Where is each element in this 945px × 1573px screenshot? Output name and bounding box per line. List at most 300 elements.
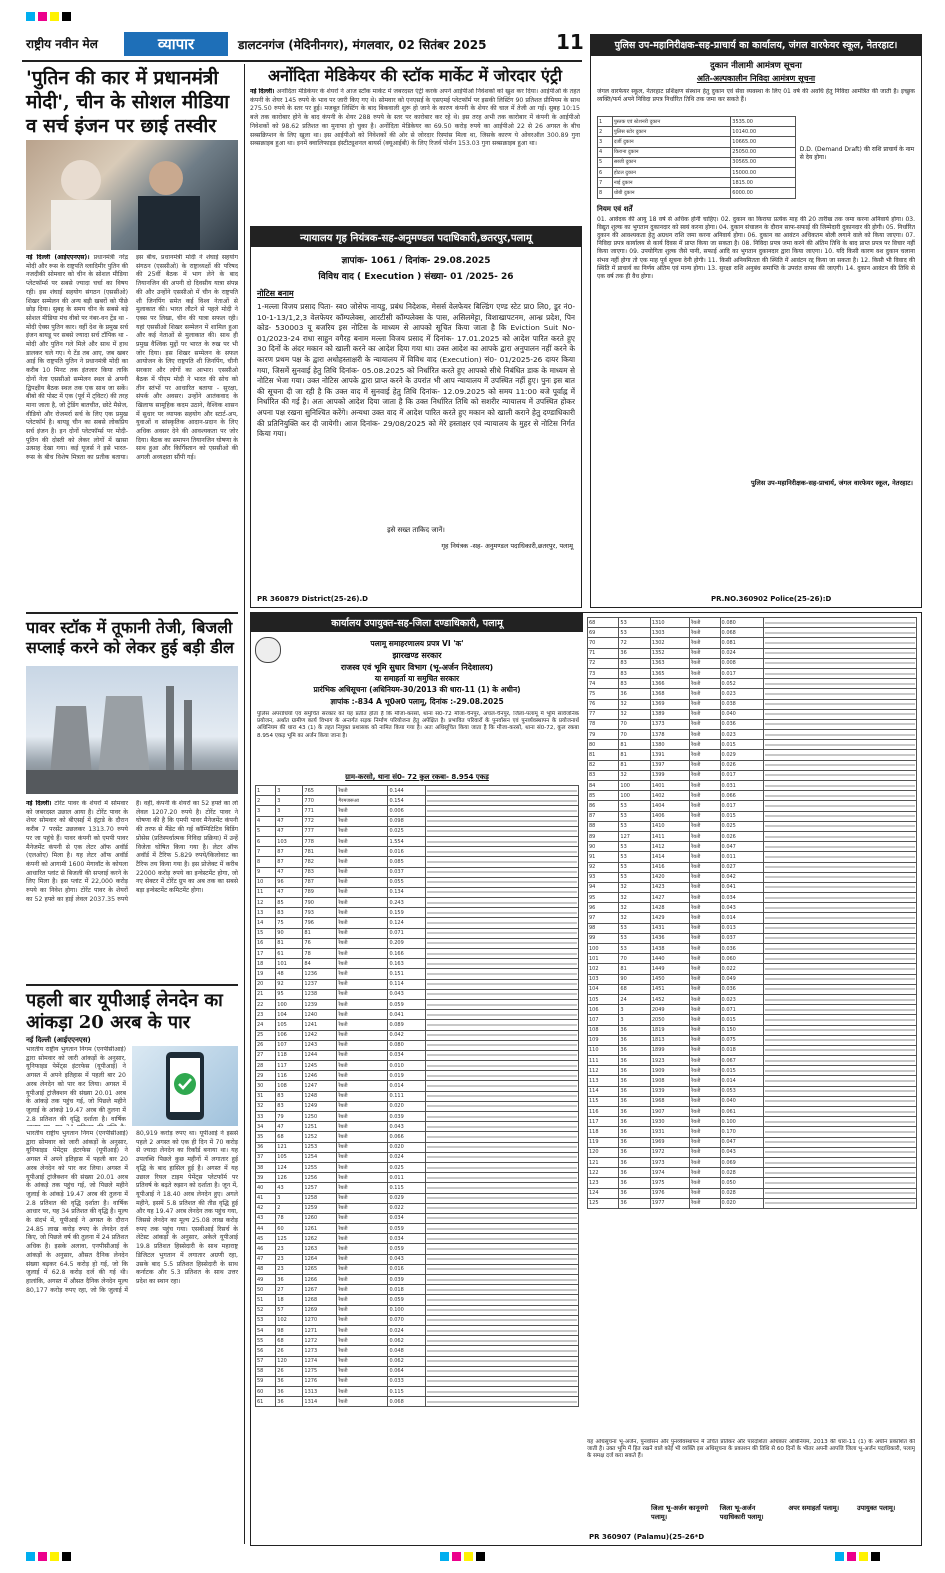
table-cell-owner (764, 862, 917, 872)
table-cell: 1974 (650, 1168, 689, 1178)
table-cell: 61 (276, 949, 303, 959)
table-cell: 36 (619, 1045, 650, 1055)
headline-upi: पहली बार यूपीआई लेनदेन का आंकड़ा 20 अरब के पार (26, 990, 223, 1033)
table-cell: 36 (619, 1066, 650, 1076)
table-cell: 58 (256, 1366, 276, 1376)
table-cell: 125 (276, 1234, 303, 1244)
table-cell: 48 (256, 1264, 276, 1274)
table-cell: 0.023 (720, 689, 763, 699)
table-cell: 17 (256, 949, 276, 959)
table-cell: 1401 (650, 781, 689, 791)
table-row (588, 801, 917, 811)
table-row (256, 1040, 579, 1050)
table-row (256, 1315, 579, 1325)
table-cell: 1240 (303, 1010, 337, 1020)
table-row (598, 167, 796, 177)
table-cell-owner (764, 750, 917, 760)
court-memo: ज्ञापांक- 1061 / दिनांक- 29.08.2025 (341, 256, 491, 266)
table-cell: 0.025 (388, 1162, 426, 1172)
table-cell: 36 (256, 1142, 276, 1152)
table-cell: रैयती (690, 1107, 720, 1117)
table-cell: 0.040 (720, 1096, 763, 1106)
table-cell: 36 (619, 1198, 650, 1208)
table-cell: 57 (256, 1356, 276, 1366)
table-cell: 83 (276, 908, 303, 918)
police-intro: जंगल वारफेयर स्कूल, नेतरहाट प्रशिक्षण संस्थान हेतु दुकान एवं सेवा व्यवस्था के लिए 01 वर्ष की अवधि हेतु निविदा आमंत्रित की जाती है। इच्छुक व्यक्ति/फर्म अपने निविदा प्रपत्र निर्धारित तिथि तक जमा कर सकते हैं। (597, 88, 915, 104)
table-cell: 36 (619, 648, 650, 658)
table-row (588, 638, 917, 648)
table-cell-owner (426, 857, 579, 867)
table-row (256, 918, 579, 928)
table-cell: 6000.00 (731, 188, 795, 198)
land-table-title: ग्राम-करसो, थाना सं0- 72 कुल रकबा- 8.954 एकड़ (345, 773, 489, 781)
table-cell: 37 (256, 1152, 276, 1162)
table-cell: 0.040 (720, 709, 763, 719)
table-cell-owner (764, 994, 917, 1004)
table-cell: 0.053 (720, 1086, 763, 1096)
table-row (256, 1030, 579, 1040)
table-cell-owner (426, 796, 579, 806)
table-cell: 3 (276, 806, 303, 816)
table-cell: 41 (256, 1193, 276, 1203)
table-cell: 1420 (650, 872, 689, 882)
table-cell: 78 (588, 719, 619, 729)
table-cell: 1431 (650, 923, 689, 933)
table-cell: 1416 (650, 862, 689, 872)
table-cell: 113 (588, 1076, 619, 1086)
table-cell: 1815.00 (731, 178, 795, 188)
table-cell: 87 (588, 811, 619, 821)
table-cell: 32 (619, 913, 650, 923)
table-row (588, 903, 917, 913)
table-cell-owner (426, 1173, 579, 1183)
table-cell: 83 (619, 658, 650, 668)
table-cell: रैयती (690, 1096, 720, 1106)
table-cell: 96 (276, 877, 303, 887)
table-row (256, 928, 579, 938)
table-cell: 36 (619, 1127, 650, 1137)
table-cell: 0.043 (388, 989, 426, 999)
table-cell: 0.100 (388, 1305, 426, 1315)
table-row (588, 689, 917, 699)
table-cell: रैयती (337, 1173, 388, 1183)
table-cell: रैयती (690, 658, 720, 668)
table-cell: 24 (619, 994, 650, 1004)
table-cell: 0.017 (720, 668, 763, 678)
table-cell: 778 (303, 836, 337, 846)
table-cell: रैयती (337, 1112, 388, 1122)
table-cell: 0.025 (720, 821, 763, 831)
photo-modi-putin-car (26, 140, 238, 250)
police-signature: पुलिस उप-महानिरीक्षक-सह-प्राचार्य, जंगल वारफेयर स्कूल, नेतरहाट। (751, 478, 913, 487)
table-cell: 45 (256, 1234, 276, 1244)
table-cell: रैयती (690, 730, 720, 740)
table-row (256, 1275, 579, 1285)
body-upi-intro: भारतीय राष्ट्रीय भुगतान निगम (एनपीसीआई) द्वारा सोमवार को जारी आंकड़ों के अनुसार, यूनिफाइड पेमेंट्स इंटरफेस (यूपीआई) ने अगस्त में अपने इतिहास में पहली बार 20 अरब लेनदेन को पार कर लिया। अगस्त में यूपीआई ट्रांजैक्शन की संख्या 20.01 अरब के आंकड़े तक पहुंच गई, जो पिछले महीने जुलाई के आंकड़े 19.47 अरब की तुलना में 2.8 प्रतिशत की वृद्धि दर्शाता है। वार्षिक (26, 1046, 126, 1123)
color-swatch (452, 1552, 461, 1561)
table-cell: रैयती (337, 1132, 388, 1142)
table-cell: 1368 (650, 689, 689, 699)
table-cell: रैयती (690, 903, 720, 913)
table-cell: 0.027 (720, 862, 763, 872)
table-cell: 1412 (650, 842, 689, 852)
table-cell: 1939 (650, 1086, 689, 1096)
table-cell: रैयती (690, 689, 720, 699)
table-cell: 73 (588, 668, 619, 678)
table-cell: 116 (588, 1107, 619, 1117)
table-cell: 0.159 (388, 908, 426, 918)
table-row (256, 1397, 579, 1407)
table-cell-owner (426, 1305, 579, 1315)
table-cell: 36 (619, 1157, 650, 1167)
table-cell-owner (764, 1178, 917, 1188)
table-cell: 103 (276, 836, 303, 846)
table-cell: 783 (303, 867, 337, 877)
table-cell: 53 (619, 628, 650, 638)
table-cell: रैयती (690, 944, 720, 954)
table-cell: 85 (276, 898, 303, 908)
table-cell-owner (426, 1376, 579, 1386)
table-cell: 0.062 (388, 1336, 426, 1346)
table-row (588, 1035, 917, 1045)
table-cell: 0.025 (388, 826, 426, 836)
table-cell: 49 (256, 1275, 276, 1285)
table-cell: 1909 (650, 1066, 689, 1076)
table-cell: 790 (303, 898, 337, 908)
table-row (256, 877, 579, 887)
table-cell: रैयती (337, 836, 388, 846)
table-row (588, 1147, 917, 1157)
table-row (598, 147, 796, 157)
table-cell: 1313 (303, 1387, 337, 1397)
table-cell-owner (426, 1061, 579, 1071)
table-cell: 3 (619, 1005, 650, 1015)
table-cell: 1976 (650, 1188, 689, 1198)
table-cell-owner (426, 979, 579, 989)
table-cell: 19 (256, 969, 276, 979)
table-cell: 47 (276, 816, 303, 826)
table-cell: 1251 (303, 1122, 337, 1132)
table-cell: 81 (619, 740, 650, 750)
table-cell: रैयती (337, 1264, 388, 1274)
table-cell: रैयती (690, 821, 720, 831)
table-cell: 0.115 (388, 1183, 426, 1193)
table-cell: 36 (619, 1188, 650, 1198)
page-number: 11 (556, 30, 584, 54)
table-cell: 1411 (650, 831, 689, 841)
table-cell: रैयती (337, 1254, 388, 1264)
table-cell: 0.034 (388, 1213, 426, 1223)
table-cell: 0.115 (388, 1387, 426, 1397)
table-cell: 70 (619, 730, 650, 740)
table-cell-owner (764, 1198, 917, 1208)
table-cell-owner (764, 1076, 917, 1086)
table-cell: 36 (619, 1137, 650, 1147)
table-cell-owner (764, 1066, 917, 1076)
table-cell: 106 (588, 1005, 619, 1015)
table-cell: 782 (303, 857, 337, 867)
table-cell: 112 (588, 1066, 619, 1076)
table-row (256, 1254, 579, 1264)
table-cell: 47 (276, 1122, 303, 1132)
table-cell: 0.011 (388, 1173, 426, 1183)
table-cell: 100 (276, 999, 303, 1009)
table-cell: 90 (619, 974, 650, 984)
table-cell: 55 (256, 1336, 276, 1346)
table-cell: रैयती (337, 1376, 388, 1386)
table-cell-owner (764, 628, 917, 638)
table-cell: 1923 (650, 1056, 689, 1066)
table-cell: 27 (256, 1050, 276, 1060)
table-cell: 53 (619, 862, 650, 872)
table-cell: 51 (256, 1295, 276, 1305)
table-cell: 1244 (303, 1050, 337, 1060)
table-cell: 1265 (303, 1264, 337, 1274)
table-cell: 44 (256, 1224, 276, 1234)
table-cell-owner (426, 1203, 579, 1213)
table-row (256, 938, 579, 948)
table-cell: रैयती (690, 668, 720, 678)
photo-power-plant (26, 666, 238, 794)
table-row (256, 1122, 579, 1132)
table-cell: रैयती (337, 1346, 388, 1356)
table-cell-owner (764, 1107, 917, 1117)
table-cell: रैयती (337, 887, 388, 897)
table-cell-owner (426, 918, 579, 928)
table-row (256, 826, 579, 836)
table-cell: रैयती (690, 882, 720, 892)
table-row (588, 1015, 917, 1025)
table-row (588, 1056, 917, 1066)
table-cell: 1977 (650, 1198, 689, 1208)
table-cell: 12 (256, 898, 276, 908)
table-cell: रैयती (690, 1045, 720, 1055)
table-cell: रैयती (337, 826, 388, 836)
headline-anondita: अनोंदिता मेडिकेयर की स्टॉक मार्केट में जोरदार एंट्री (267, 66, 563, 85)
table-row (256, 1244, 579, 1254)
body-putin: प्रधानमंत्री नरेंद्र मोदी और रूस के राष्ट्रपति व्लादिमीर पुतिन की नजदीकी सोमवार को चीन के सोशल मीडिया प्लेटफॉर्म्स पर सबसे ज्यादा चर्चा का विषय रही। इस शंघाई सहयोग संगठन (एससीओ) शिखर सम्मेलन की अन्य बड़ी खबरों को पीछे छोड़ दिया। सुबह के समय चीन के सबसे बड़े सोशल मीडिया मंच वीबो पर नंबर-वन ट्रेंड था - मोदी ऐक्स पुतिन कार। वहीं देश के प्रमुख सर्च इंजन बायडू पर सबसे ज्यादा सर्च टॉपिक था - मोदी और पुतिन गले मिले और साथ में हाथ डालकर चले गए। ये टेंड तब आए, जब खबर आई कि राष्ट्रपति पुतिन ने प्रधानमंत्री मोदी का करीब 10 मिनट तक इंतजार किया ताकि दोनों नेता एससीओ सम्मेलन स्थल से अपनी द्विपक्षीय बैठक स्थल तक एक साथ जा सकें। बीबो की पोस्ट में एक (पूर्व में ट्विटर) की तरह माना जाता है, जो ट्रेडिंग बातचीत, छोटे मैसेज, वीडियो और रोजमर्रा सर्च के लिए एक प्रमुख प्लेटफॉर्म है। बायडू चीन का सबसे लोकप्रिय सर्च इंजन है। इन दोनों प्लेटफॉर्म्स पर मोदी-पुतिन की दोस्ती को लेकर लोगों में खासा उत्साह देखा गया। कई यूजर्स ने इसे भारत-रूस के बीच विशेष मित्रता का प्रतीक बताया। इस बीच, प्रधानमंत्री मोदी ने शंघाई सहयोग संगठन (एससीओ) के राष्ट्राध्यक्षों की परिषद की 25वीं बैठक में भाग लेने के बाद तियानजिन की अपनी दो दिवसीय यात्रा संपन्न की और उन्होंने एससीओ में चीन के राष्ट्रपति शी जिनपिंग समेत कई विश्व नेताओं से मुलाकात की। भारत लौटने से पहले मोदी ने एक्स पर लिखा, चीन की यात्रा सफल रही। यहां एससीओ शिखर सम्मेलन में शामिल हुआ और कई नेताओं से मुलाकात की। साथ ही प्रमुख वैश्विक मुद्दों पर भारत के रुख पर भी जोर दिया। इस शिखर सम्मेलन के सफल आयोजन के लिए राष्ट्रपति शी जिनपिंग, चीनी सरकार और लोगों का आभार। एससीओ बैठक में पीएम मोदी ने भारत की सोच को तीन स्तंभों पर आधारित बताया - सुरक्षा, संपर्क और अवसर। उन्होंने आतंकवाद के खिलाफ सामूहिक कदम उठाने, वैश्विक शासन में सुधार पर व्यापक सहयोग और स्टार्ट-अप, युवाओं व सांस्कृतिक आदान-प्रदान के लिए अधिक अवसर देने की आवश्यकता पर जोर दिया। बैठक का समापन तियानजिन घोषणा के साथ हुआ और किर्गिस्तान को एससीओ की अगली अध्यक्षता सौंपी गई। (26, 254, 238, 462)
color-swatch (464, 1552, 473, 1561)
table-cell: 5 (598, 157, 613, 167)
table-cell: रैयती (337, 806, 388, 816)
table-cell: रैयती (337, 1203, 388, 1213)
table-cell-owner (426, 1234, 579, 1244)
table-cell: रैयती (690, 923, 720, 933)
table-cell: रैयती (337, 1213, 388, 1223)
table-cell: 83 (588, 770, 619, 780)
table-cell: 0.018 (388, 1285, 426, 1295)
table-cell-owner (426, 1010, 579, 1020)
table-cell: 0.055 (388, 877, 426, 887)
table-cell: रैयती (337, 1224, 388, 1234)
table-cell-owner (426, 969, 579, 979)
table-cell: रैयती (337, 1142, 388, 1152)
table-cell: 104 (588, 984, 619, 994)
table-cell-owner (426, 1030, 579, 1040)
table-cell-owner (764, 954, 917, 964)
table-cell: 1404 (650, 801, 689, 811)
table-cell-owner (764, 801, 917, 811)
table-cell: 83 (619, 679, 650, 689)
table-cell-owner (426, 1081, 579, 1091)
table-cell: 53 (619, 852, 650, 862)
table-cell: 0.042 (388, 1030, 426, 1040)
table-cell: 15000.00 (731, 167, 795, 177)
table-cell: 68 (619, 984, 650, 994)
table-row (588, 1096, 917, 1106)
table-cell: 1248 (303, 1091, 337, 1101)
table-cell: 60 (276, 1224, 303, 1234)
table-cell: रैयती (690, 618, 720, 628)
table-cell: 1238 (303, 989, 337, 999)
table-cell-owner (426, 1193, 579, 1203)
table-cell: 26 (276, 1346, 303, 1356)
table-cell-owner (764, 699, 917, 709)
table-cell: 1263 (303, 1244, 337, 1254)
table-cell: 42 (256, 1203, 276, 1213)
table-cell: रैयती (337, 867, 388, 877)
table-cell: 0.069 (720, 1157, 763, 1167)
police-terms-heading: नियम एवं शर्तें (597, 204, 633, 213)
table-row (588, 658, 917, 668)
table-cell: 0.039 (388, 1275, 426, 1285)
table-cell: 1907 (650, 1107, 689, 1117)
table-row (256, 1285, 579, 1295)
table-cell: रैयती (337, 786, 388, 796)
table-cell: 0.034 (388, 1234, 426, 1244)
table-cell: 29 (256, 1071, 276, 1081)
table-cell: 11 (256, 887, 276, 897)
table-cell: 14 (256, 918, 276, 928)
table-cell: 0.100 (720, 1117, 763, 1127)
table-cell-owner (764, 1096, 917, 1106)
land-table-right (587, 617, 917, 1209)
table-cell: 75 (588, 689, 619, 699)
table-cell-owner (764, 658, 917, 668)
table-cell-owner (764, 974, 917, 984)
color-swatch (38, 12, 47, 21)
table-cell: रैयती (690, 679, 720, 689)
table-cell: 0.034 (388, 1050, 426, 1060)
table-row (588, 668, 917, 678)
table-cell-owner (426, 1285, 579, 1295)
table-cell: रैयती (337, 898, 388, 908)
newspaper-brand: राष्ट्रीय नवीन मेल (26, 37, 98, 51)
table-cell: 98 (276, 1325, 303, 1335)
table-row (588, 760, 917, 770)
table-row (256, 999, 579, 1009)
table-cell: रैयती (337, 1275, 388, 1285)
table-cell: 120 (588, 1147, 619, 1157)
table-cell: 1 (598, 117, 613, 127)
table-cell: 104 (276, 1010, 303, 1020)
police-sub1: दुकान नीलामी आमंत्रण सूचना (710, 61, 802, 71)
table-cell: 0.014 (388, 1081, 426, 1091)
table-cell: 36 (619, 1147, 650, 1157)
table-cell: रैयती (690, 1066, 720, 1076)
table-cell: 118 (588, 1127, 619, 1137)
table-cell: रैयती (690, 770, 720, 780)
table-cell: 1268 (303, 1295, 337, 1305)
table-cell: 0.015 (720, 811, 763, 821)
table-cell: रैयती (690, 1127, 720, 1137)
table-row (256, 1376, 579, 1386)
table-cell: 56 (256, 1346, 276, 1356)
table-cell: 1414 (650, 852, 689, 862)
dateline-putin: नई दिल्ली (आईएएनएस)। (26, 254, 90, 261)
table-cell: रैयती (690, 933, 720, 943)
table-row (256, 1112, 579, 1122)
table-cell: 1271 (303, 1325, 337, 1335)
table-cell: 0.011 (720, 852, 763, 862)
table-cell-owner (426, 816, 579, 826)
table-cell-owner (426, 989, 579, 999)
table-row (256, 1101, 579, 1111)
table-cell: रैयती (337, 847, 388, 857)
table-cell: 76 (588, 699, 619, 709)
table-cell: 20 (256, 979, 276, 989)
table-cell: 1365 (650, 668, 689, 678)
table-cell: पुस्तक एवं स्टेशनरी दुकान (612, 117, 730, 127)
table-cell: 0.061 (720, 1107, 763, 1117)
table-cell-owner (426, 1366, 579, 1376)
table-row (588, 933, 917, 943)
table-row (588, 821, 917, 831)
table-cell: 0.029 (388, 1193, 426, 1203)
table-row (256, 887, 579, 897)
table-cell: 0.151 (388, 969, 426, 979)
table-cell: रैयती (690, 1188, 720, 1198)
table-row (256, 867, 579, 877)
table-cell-owner (426, 928, 579, 938)
table-cell-owner (764, 618, 917, 628)
color-strip-bottom (440, 1552, 485, 1561)
table-row (588, 730, 917, 740)
table-cell: 1973 (650, 1157, 689, 1167)
table-cell: 100 (619, 791, 650, 801)
body-power: टोरेंट पावर के शेयरों में सोमवार को जबरदस्त उछाल आया है। टोरेंट पावर के शेयर सोमवार को बीएसई में इंट्राडे के दौरान करीब 7 परसेंट उछलकर 1313.70 रुपये पर जा पहुंचे हैं। पावर कंपनी को एमपी पावर मैनेजमेंट कंपनी से एक लेटर ऑफ अवॉर्ड (एलओए) मिला है। यह लेटर ऑफ अवॉर्ड कंपनी को आगामी 1600 मेगावॉट के कोयला आधारित प्लांट से बिजली की सप्लाई करने के लिए मिला है। इस प्लांट में 22,000 करोड़ रुपये का निवेश होगा। टोरेंट पावर के शेयरों का 52 हफ्ते का हाई लेवल 2037.35 रुपये है। वहीं, कंपनी के शेयरों का 52 हफ्ते का लो लेवल 1207.20 रुपये है। टोरेंट पावर ने घोषणा की है कि एमपी पावर मैनेजमेंट कंपनी की तरफ से मैंडेट की गई कॉम्पिटिटिव बिडिंग प्रोसेस (प्रतिस्पर्धात्मक निविदा प्रक्रिया) में उन्हें विजेता घोषित किया गया है। लेटर ऑफ अवॉर्ड में टैरिफ 5.829 रुपये/किलोवाट का टैरिफ तय किया गया है। इस प्रोजेक्ट में करीब 22000 करोड़ रुपये का इन्वेस्टमेंट होगा, जो नए सेक्टर में टोरेंट ग्रुप का अब तक का सबसे बड़ा इन्वेस्टमेंट कमिटमेंट होगा। (26, 800, 238, 903)
table-cell: 3535.00 (731, 117, 795, 127)
header-rule (22, 60, 582, 62)
table-cell-owner (764, 770, 917, 780)
table-cell: 70 (588, 638, 619, 648)
table-cell: 23 (276, 1264, 303, 1274)
table-cell: रैयती (337, 1305, 388, 1315)
table-cell: 4 (256, 816, 276, 826)
table-cell: 1241 (303, 1020, 337, 1030)
table-cell: 33 (256, 1112, 276, 1122)
table-cell-owner (764, 740, 917, 750)
court-versus: नोटिस बनाम (257, 289, 294, 298)
color-swatch (50, 1552, 59, 1561)
table-cell: 24 (256, 1020, 276, 1030)
table-cell: रैयती (690, 801, 720, 811)
table-row (588, 618, 917, 628)
table-cell: 1 (256, 786, 276, 796)
table-row (588, 1198, 917, 1208)
table-cell: रैयती (337, 1162, 388, 1172)
court-case: विविध वाद ( Execution ) संख्या- 01 /2025- 26 (318, 272, 514, 282)
table-row (588, 770, 917, 780)
table-cell: 36 (619, 1117, 650, 1127)
table-cell: 0.008 (720, 658, 763, 668)
dateline-anondita: नई दिल्ली। (250, 88, 275, 95)
table-cell: 1275 (303, 1366, 337, 1376)
police-pr: PR.NO.360902 Police(25-26):D (711, 595, 832, 603)
table-cell: 6 (256, 836, 276, 846)
color-strip-bottom-left (26, 1552, 71, 1561)
court-closing: इसे सख्त ताकिद जानें। (387, 526, 445, 534)
